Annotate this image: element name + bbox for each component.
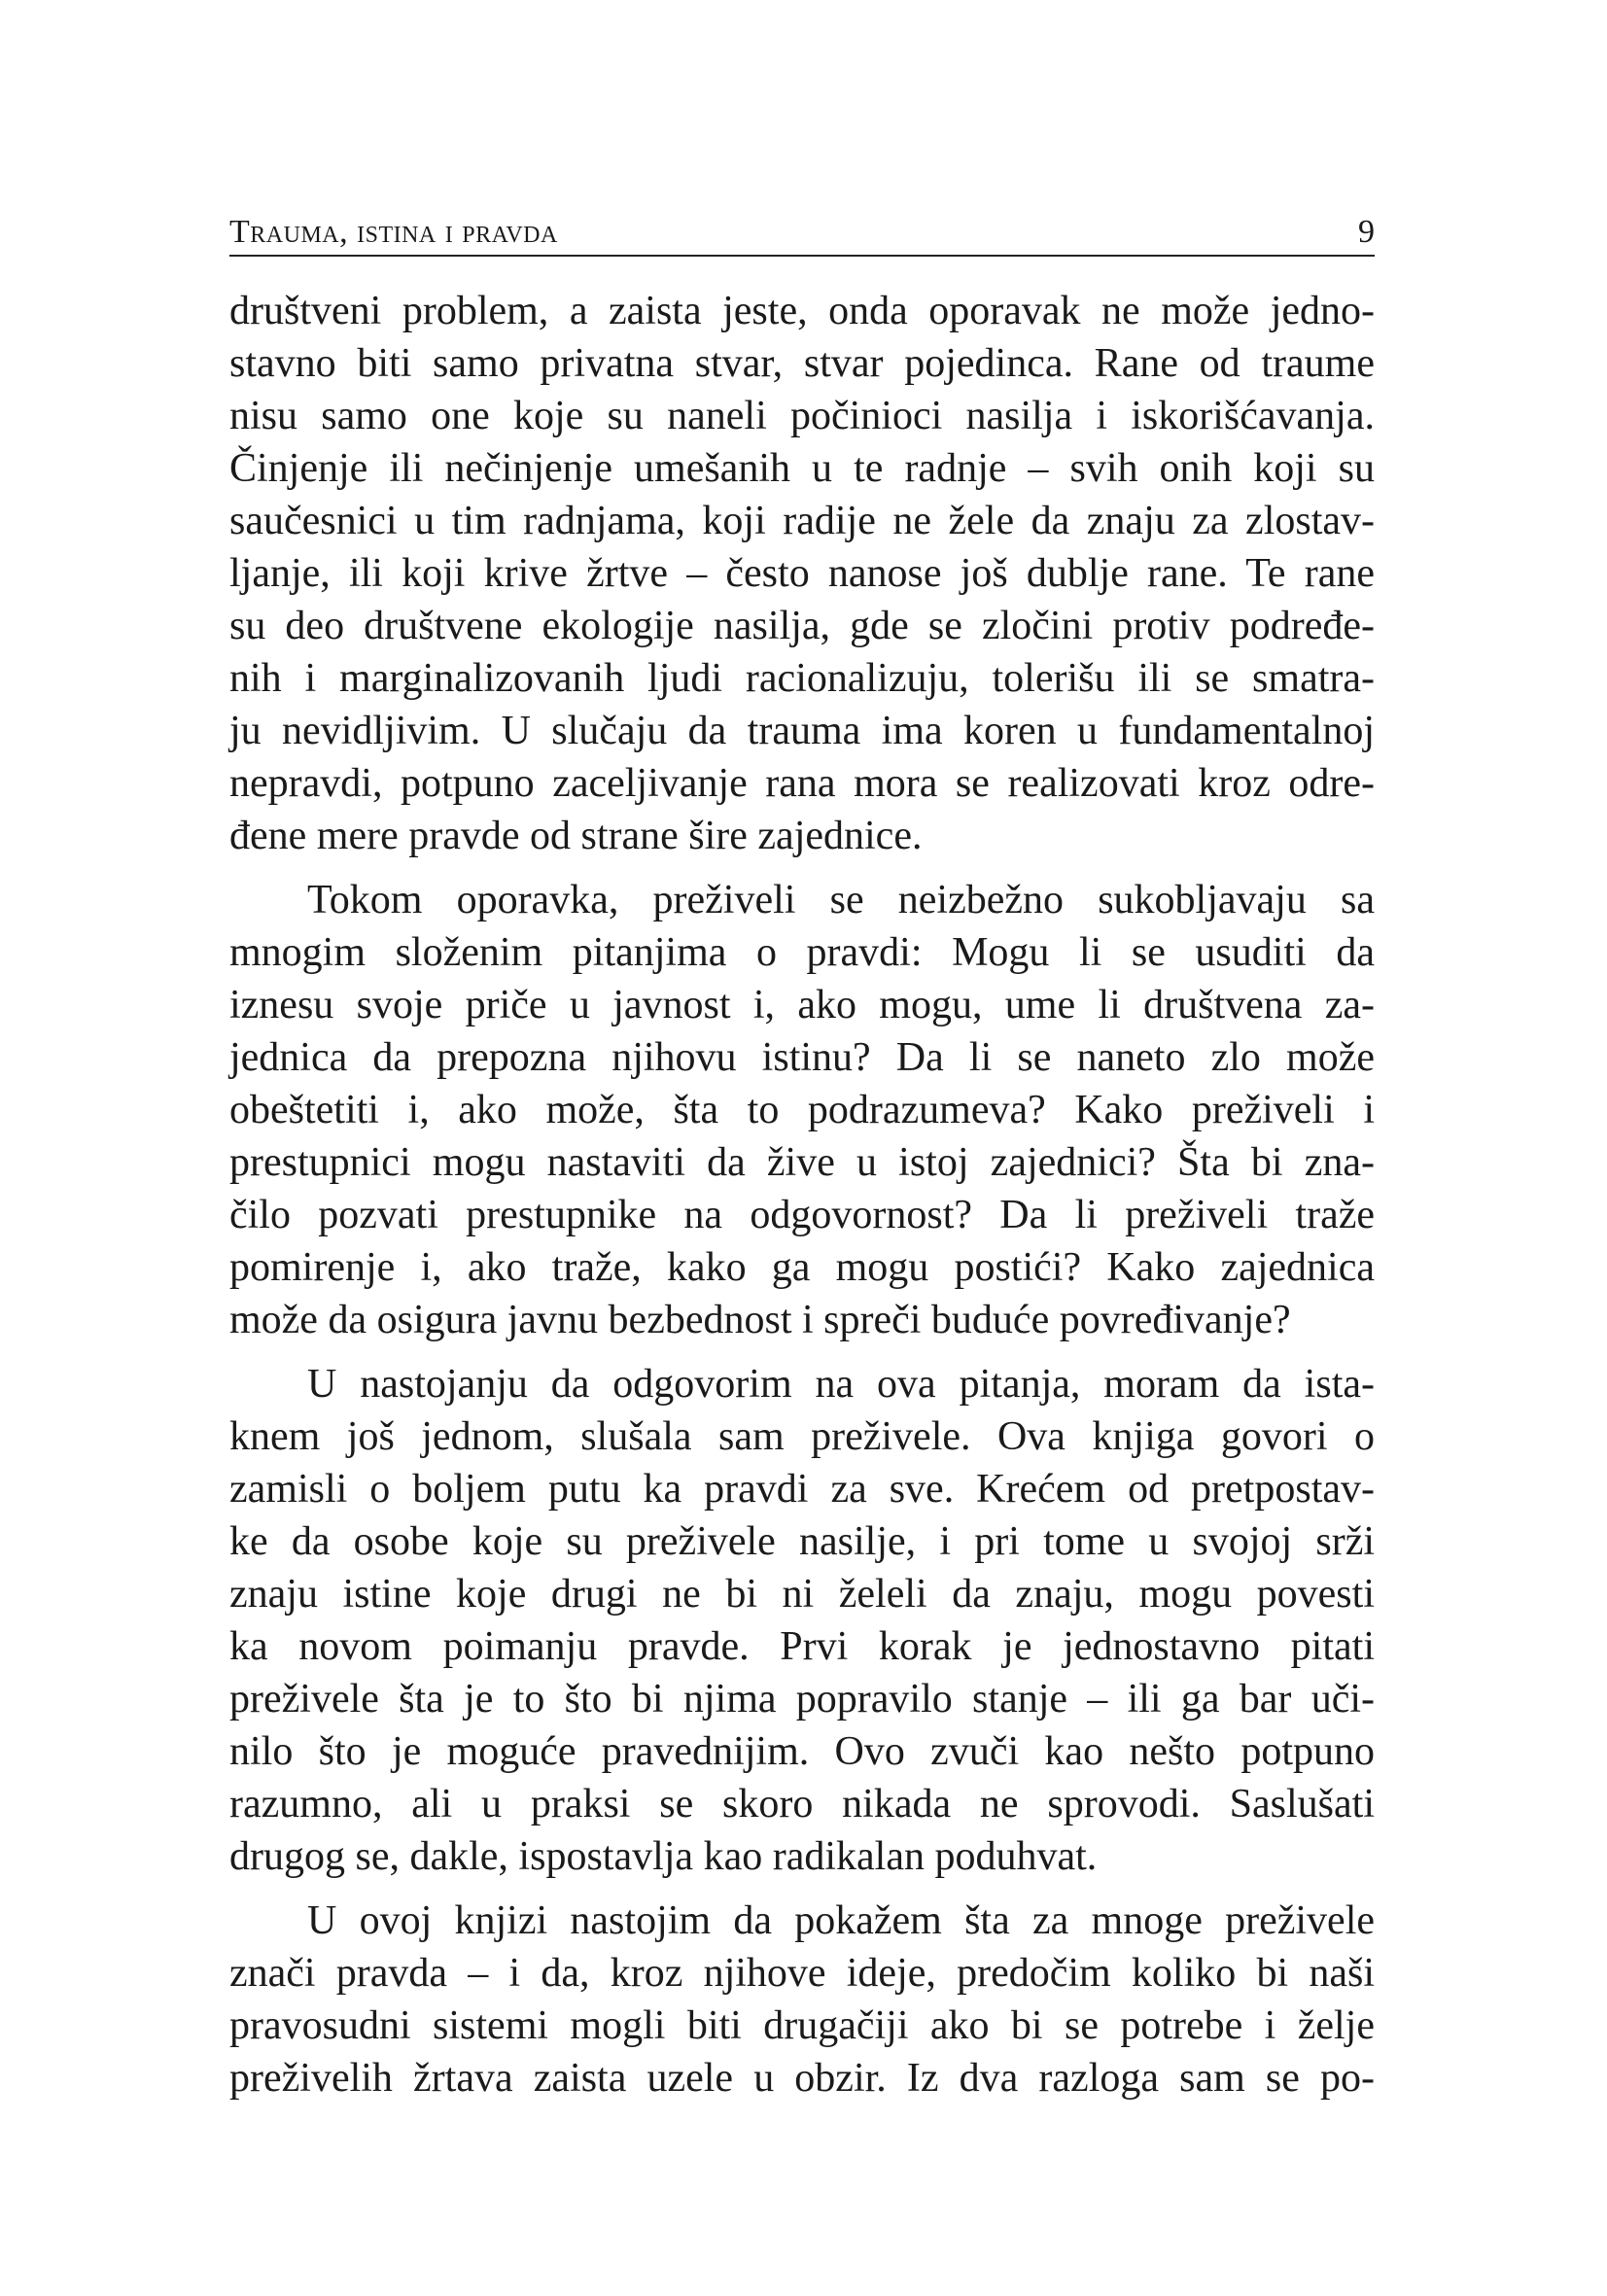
text-line: iznesu svoje priče u javnost i, ako mogu, ume li društvena za-	[229, 983, 1375, 1027]
page-number: 9	[1358, 214, 1375, 250]
body-text	[229, 285, 1375, 2105]
text-line: jednica da prepozna njihovu istinu? Da li se naneto zlo može	[229, 1035, 1375, 1080]
text-line: U nastojanju da odgovorim na ova pitanja, moram da ista-	[307, 1362, 1375, 1407]
paragraph-1	[229, 285, 1375, 862]
text-line: znaju istine koje drugi ne bi ni želeli da znaju, mogu povesti	[229, 1572, 1375, 1617]
text-line: nilo što je moguće pravednijim. Ovo zvuči kao nešto potpuno	[229, 1729, 1375, 1774]
text-line: prestupnici mogu nastaviti da žive u istoj zajednici? Šta bi zna-	[229, 1140, 1375, 1185]
text-line: pomirenje i, ako traže, kako ga mogu postići? Kako zajednica	[229, 1245, 1375, 1290]
text-line: đene mere pravde od strane šire zajednice.	[229, 814, 923, 858]
text-line: zamisli o boljem putu ka pravdi za sve. Krećem od pretpostav-	[229, 1467, 1375, 1512]
text-line: preživelih žrtava zaista uzele u obzir. Iz dva razloga sam se po-	[229, 2056, 1375, 2101]
text-line: Činjenje ili nečinjenje umešanih u te radnje – svih onih koji su	[229, 446, 1375, 491]
paragraph-3	[229, 1358, 1375, 1883]
text-line: U ovoj knjizi nastojim da pokažem šta za mnoge preživele	[307, 1898, 1375, 1943]
text-line: knem još jednom, slušala sam preživele. Ova knjiga govori o	[229, 1414, 1375, 1459]
text-line: ka novom poimanju pravde. Prvi korak je jednostavno pitati	[229, 1624, 1375, 1669]
text-line: može da osigura javnu bezbednost i spreči buduće povređivanje?	[229, 1298, 1291, 1342]
text-line: ju nevidljivim. U slučaju da trauma ima koren u fundamentalnoj	[229, 709, 1375, 753]
running-header	[229, 206, 1375, 257]
text-line: su deo društvene ekologije nasilja, gde se zločini protiv podređe-	[229, 604, 1375, 648]
text-line: saučesnici u tim radnjama, koji radije ne žele da znaju za zlostav-	[229, 499, 1375, 543]
text-line: pravosudni sistemi mogli biti drugačiji ako bi se potrebe i želje	[229, 2003, 1375, 2048]
text-line: ke da osobe koje su preživele nasilje, i pri tome u svojoj srži	[229, 1519, 1375, 1564]
text-line: ljanje, ili koji krive žrtve – često nanose još dublje rane. Te rane	[229, 551, 1375, 596]
text-line: stavno biti samo privatna stvar, stvar pojedinca. Rane od traume	[229, 341, 1375, 386]
text-line: drugog se, dakle, ispostavlja kao radikalan poduhvat.	[229, 1834, 1098, 1879]
paragraph-4	[229, 1895, 1375, 2105]
text-line: nepravdi, potpuno zaceljivanje rana mora se realizovati kroz odre-	[229, 761, 1375, 806]
text-line: Tokom oporavka, preživeli se neizbežno sukobljavaju sa	[307, 878, 1375, 922]
text-line: razumno, ali u praksi se skoro nikada ne sprovodi. Saslušati	[229, 1782, 1375, 1826]
text-line: čilo pozvati prestupnike na odgovornost? Da li preživeli traže	[229, 1193, 1375, 1237]
paragraph-2	[229, 874, 1375, 1346]
text-line: nisu samo one koje su naneli počinioci nasilja i iskorišćavanja.	[229, 394, 1375, 438]
running-head-title: Trauma, istina i pravda	[229, 214, 558, 250]
text-line: društveni problem, a zaista jeste, onda oporavak ne može jedno-	[229, 289, 1375, 333]
text-line: preživele šta je to što bi njima popravilo stanje – ili ga bar uči-	[229, 1677, 1375, 1722]
text-line: obeštetiti i, ako može, šta to podrazumeva? Kako preživeli i	[229, 1088, 1375, 1132]
text-line: nih i marginalizovanih ljudi racionalizuju, tolerišu ili se smatra-	[229, 656, 1375, 701]
text-line: mnogim složenim pitanjima o pravdi: Mogu li se usuditi da	[229, 930, 1375, 975]
text-line: znači pravda – i da, kroz njihove ideje, predočim koliko bi naši	[229, 1951, 1375, 1996]
